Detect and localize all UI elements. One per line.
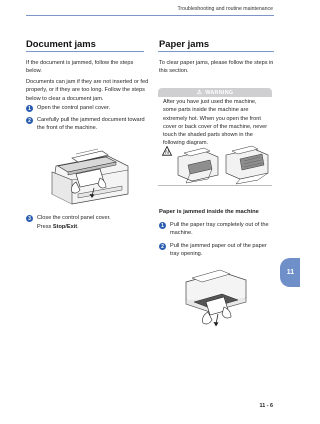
step-text: Carefully pull the jammed document toward the front of the machine. xyxy=(37,117,145,132)
section-heading-document-jams: Document jams xyxy=(26,38,96,49)
press-instruction: Press Stop/Exit. xyxy=(37,224,79,230)
header-rule xyxy=(26,15,274,16)
warning-label: WARNING xyxy=(205,89,234,96)
warning-icon: ⚠ xyxy=(196,90,203,96)
intro-paragraph: If the document is jammed, follow the steps below. xyxy=(26,60,134,75)
step-number-badge: 1 xyxy=(159,222,166,229)
subheading-paper-jammed-inside: Paper is jammed inside the machine xyxy=(159,209,259,215)
hot-surface-warning-icon xyxy=(162,146,172,156)
hot-parts-diagram xyxy=(174,143,270,185)
warning-text: After you have just used the machine, some parts inside the machine are extremely hot. When you open the front cover or back cover of the machine, never touch the shaded parts shown in the following diagram. xyxy=(163,99,268,147)
intro-paragraph: To clear paper jams, please follow the steps in this section. xyxy=(159,60,274,75)
step-number-badge: 2 xyxy=(26,117,33,124)
page-number: 11 - 6 xyxy=(259,403,273,409)
step-number-badge: 2 xyxy=(159,243,166,250)
heading-rule xyxy=(26,51,144,52)
step-text: Pull the paper tray completely out of the machine. xyxy=(170,222,269,237)
chapter-tab: 11 xyxy=(280,258,300,287)
heading-rule xyxy=(158,51,274,52)
stop-exit-key: Stop/Exit xyxy=(52,224,78,230)
warning-banner xyxy=(158,88,272,97)
step-number-badge: 3 xyxy=(26,215,33,222)
step-text: Close the control panel cover. xyxy=(37,215,111,221)
intro-paragraph-2: Documents can jam if they are not inserted or fed properly, or if they are too long. Follow the steps below to clear a document jam. xyxy=(26,79,149,102)
step-number-badge: 1 xyxy=(26,105,33,112)
running-header: Troubleshooting and routine maintenance xyxy=(177,6,273,12)
step-text: Pull the jammed paper out of the paper tray opening. xyxy=(170,243,267,258)
document-jam-illustration xyxy=(42,136,138,206)
section-heading-paper-jams: Paper jams xyxy=(159,38,210,49)
step-text: Open the control panel cover. xyxy=(37,105,111,111)
paper-tray-jam-illustration xyxy=(172,264,264,334)
